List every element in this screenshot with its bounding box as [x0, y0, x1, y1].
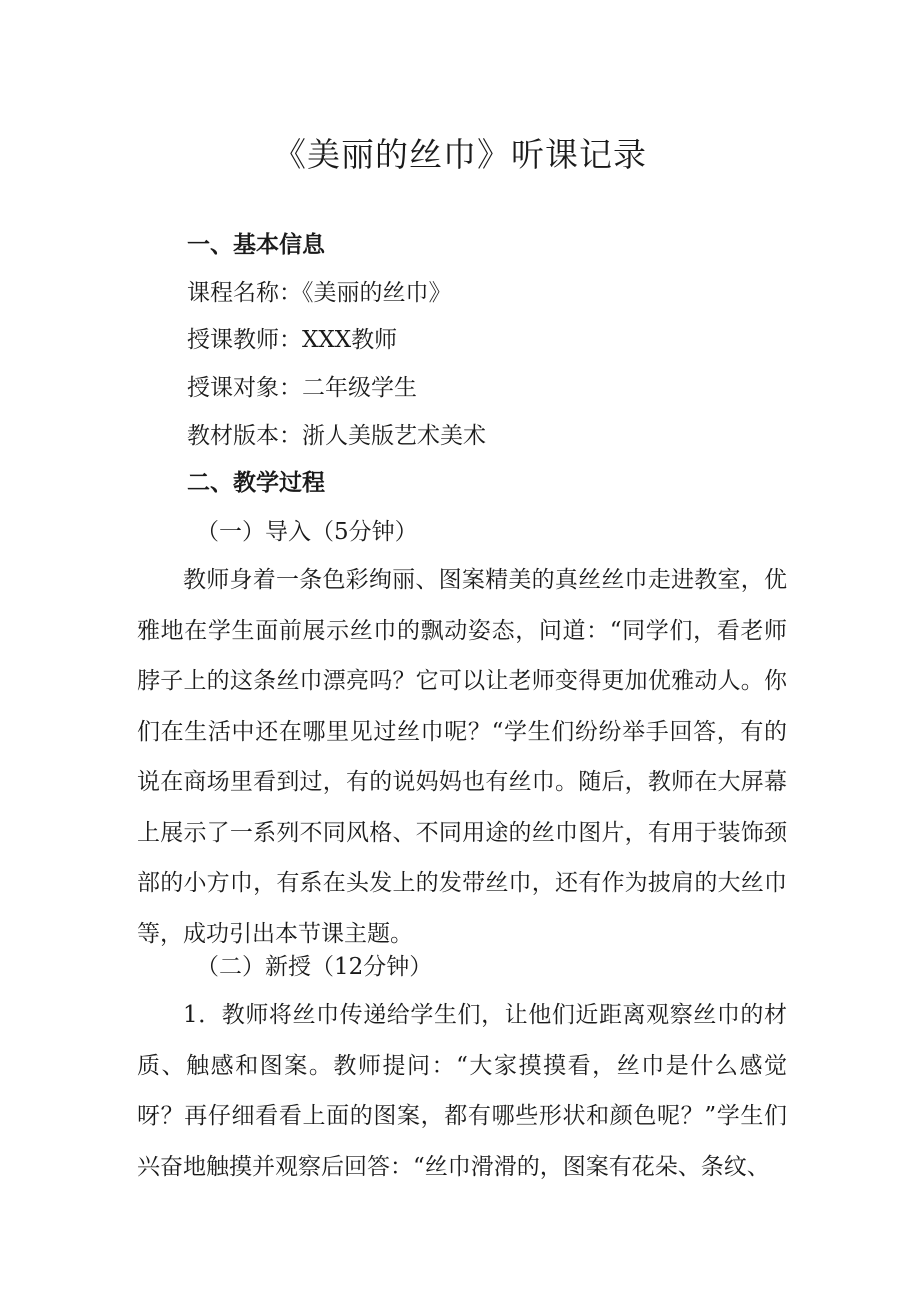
info-audience: 授课对象：二年级学生 [187, 375, 417, 401]
section-heading-basic-info: 一、基本信息 [187, 232, 325, 258]
info-teacher: 授课教师：XXX教师 [187, 327, 398, 353]
info-textbook: 教材版本：浙人美版艺术美术 [187, 423, 486, 449]
new-lesson-paragraph: 1．教师将丝巾传递给学生们，让他们近距离观察丝巾的材质、触感和图案。教师提问：“大家摸摸看，丝巾是什么感觉呀？再仔细看看上面的图案，都有哪些形状和颜色呢？”学生们兴奋地触摸并观察后回答：“丝巾滑滑的，图案有花朵、条纹、 [137, 1002, 787, 1180]
intro-paragraph: 教师身着一条色彩绚丽、图案精美的真丝丝巾走进教室，优雅地在学生面前展示丝巾的飘动姿态，问道：“同学们，看老师脖子上的这条丝巾漂亮吗？它可以让老师变得更加优雅动人。你们在生活中还在哪里见过丝巾呢？“学生们纷纷举手回答，有的说在商场里看到过，有的说妈妈也有丝巾。随后，教师在大屏幕上展示了一系列不同风格、不同用途的丝巾图片，有用于装饰颈部的小方巾，有系在头发上的发带丝巾，还有作为披肩的大丝巾等，成功引出本节课主题。 [137, 567, 787, 947]
section-heading-teaching-process: 二、教学过程 [187, 470, 325, 496]
info-course-name: 课程名称：《美丽的丝巾》 [187, 280, 452, 306]
document-title: 《美丽的丝巾》听课记录 [273, 135, 647, 174]
subsection-heading-new-lesson: （二）新授（12分钟） [196, 954, 433, 980]
subsection-heading-intro: （一）导入（5分钟） [196, 519, 418, 545]
